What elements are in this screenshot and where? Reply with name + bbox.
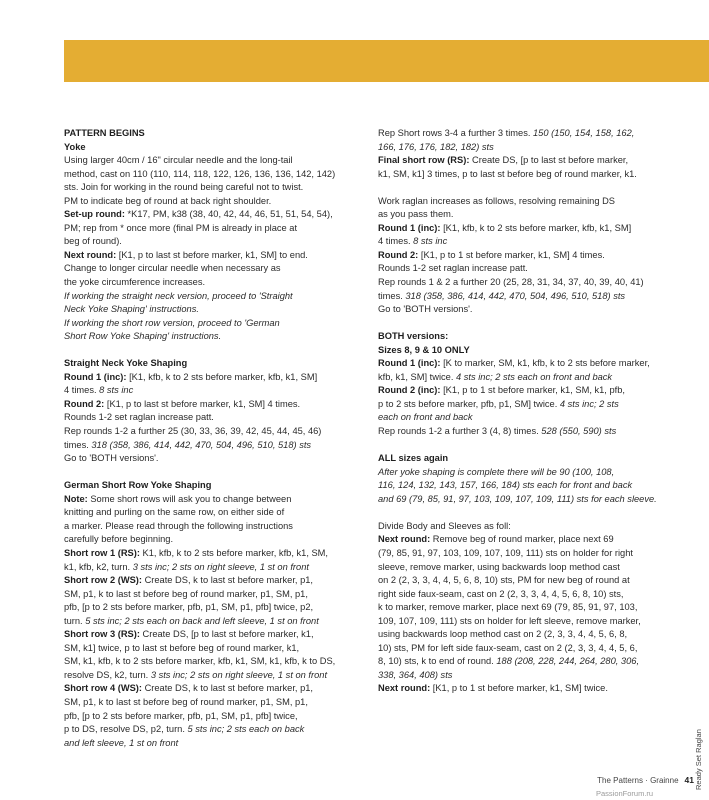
- text-run: SM, p1, k to last st before beg of round marker, p1, SM, p1,: [64, 588, 308, 599]
- text-line: [64, 168, 369, 182]
- text-run: Create DS, [p to last st before marker,: [469, 155, 629, 166]
- text-run: p to 2 sts before marker, pfb, p1, SM] twice.: [378, 398, 560, 409]
- text-line: [64, 506, 369, 520]
- text-run: beg of round).: [64, 236, 122, 247]
- text-line: [64, 737, 369, 751]
- text-run: 528 (550, 590) sts: [541, 426, 617, 437]
- paragraph-gap: [378, 439, 688, 453]
- text-run: times.: [378, 290, 406, 301]
- text-line: [378, 222, 688, 236]
- text-run: Short Row Yoke Shaping' instructions.: [64, 331, 222, 342]
- text-run: 8, 10) sts, k to end of round.: [378, 656, 497, 667]
- text-line: [378, 208, 688, 222]
- text-line: [64, 493, 369, 507]
- text-run: Set-up round:: [64, 209, 125, 220]
- text-run: 318 (358, 386, 414, 442, 470, 504, 496, 510, 518) sts: [91, 439, 312, 450]
- text-run: BOTH versions:: [378, 331, 449, 342]
- text-run: 4 sts inc; 2 sts: [559, 398, 619, 409]
- header-color-band: [64, 40, 709, 82]
- text-run: Work raglan increases as follows, resolving remaining DS: [378, 195, 615, 206]
- text-run: on 2 (2, 3, 3, 4, 4, 5, 6, 8, 10) sts, PM for new beg of round at: [378, 575, 630, 586]
- text-line: [378, 479, 688, 493]
- text-run: Next round:: [378, 534, 431, 545]
- text-line: [378, 493, 688, 507]
- text-run: Neck Yoke Shaping' instructions.: [64, 304, 199, 315]
- text-line: [64, 262, 369, 276]
- text-line: [64, 303, 369, 317]
- watermark: PassionForum.ru: [596, 789, 654, 798]
- text-run: Rep Short rows 3-4 a further 3 times.: [378, 128, 534, 138]
- text-run: Create DS, k to last st before marker, p1,: [141, 575, 314, 586]
- text-run: Final short row (RS):: [378, 155, 470, 166]
- text-line: [378, 615, 688, 629]
- text-line: [378, 520, 688, 534]
- text-run: Round 1 (inc):: [378, 358, 441, 369]
- text-run: Rounds 1-2 set raglan increase patt.: [378, 263, 528, 274]
- text-line: [64, 425, 369, 439]
- text-run: k1, SM, k1] 3 times, p to last st before beg of round marker, k1.: [378, 168, 637, 179]
- text-line: [378, 574, 688, 588]
- text-line: [64, 452, 369, 466]
- text-line: [378, 303, 688, 317]
- footer-section: The Patterns · Grainne: [597, 776, 679, 785]
- side-running-title: Ready Set Raglan: [694, 729, 703, 790]
- text-run: Remove beg of round marker, place next 69: [430, 534, 614, 545]
- text-line: [378, 127, 688, 141]
- text-line: [64, 208, 369, 222]
- text-run: Divide Body and Sleeves as foll:: [378, 520, 511, 531]
- text-line: [378, 682, 688, 696]
- text-run: 5 sts inc; 2 sts each on back: [187, 724, 305, 735]
- text-run: K1, kfb, k to 2 sts before marker, kfb, k1, SM,: [139, 547, 329, 558]
- text-run: Round 1 (inc):: [378, 222, 441, 233]
- text-line: [378, 642, 688, 656]
- text-run: each on front and back: [378, 412, 473, 423]
- text-run: 3 sts inc; 2 sts on right sleeve, 1 st on front: [132, 561, 309, 572]
- text-run: [K1, kfb, k to 2 sts before marker, kfb, k1, SM]: [126, 371, 318, 382]
- text-run: 4 times.: [378, 236, 414, 247]
- text-run: right side faux-seam, cast on 2 (2, 3, 3, 4, 4, 5, 6, 8, 10) sts,: [378, 588, 624, 599]
- text-line: [64, 547, 369, 561]
- text-run: 8 sts inc: [413, 236, 448, 247]
- text-line: [378, 357, 688, 371]
- text-run: a marker. Please read through the following instructions: [64, 520, 293, 531]
- text-line: [378, 601, 688, 615]
- text-run: as you pass them.: [378, 209, 454, 220]
- text-line: [64, 642, 369, 656]
- section-heading: [378, 330, 688, 344]
- text-run: PM; rep from * once more (final PM is already in place at: [64, 222, 298, 233]
- text-run: Short row 3 (RS):: [64, 629, 140, 640]
- section-heading: [64, 141, 369, 155]
- text-run: [K1, p to 1 st before marker, k1, SM, k1, pfb,: [440, 385, 625, 396]
- text-line: [378, 195, 688, 209]
- text-run: Rep rounds 1 & 2 a further 20 (25, 28, 31, 34, 37, 40, 39, 40, 41): [378, 277, 644, 288]
- text-run: k1, kfb, k2, turn.: [64, 561, 133, 572]
- text-line: [378, 249, 688, 263]
- text-line: [64, 222, 369, 236]
- text-line: [64, 290, 369, 304]
- text-run: German Short Row Yoke Shaping: [64, 480, 212, 491]
- text-line: [378, 276, 688, 290]
- text-run: Next round:: [378, 683, 431, 694]
- text-run: Create DS, k to last st before marker, p1,: [141, 683, 314, 694]
- text-line: [64, 696, 369, 710]
- text-line: [64, 669, 369, 683]
- text-run: Go to 'BOTH versions'.: [378, 304, 473, 315]
- text-run: pfb, [p to 2 sts before marker, pfb, p1, SM, p1, pfb] twice, p2,: [64, 602, 314, 613]
- text-run: Rep rounds 1-2 a further 3 (4, 8) times.: [378, 426, 542, 437]
- text-run: SM, p1, k to last st before beg of round marker, p1, SM, p1,: [64, 696, 308, 707]
- text-run: and 69 (79, 85, 91, 97, 103, 109, 107, 109, 111) sts for each sleeve.: [378, 493, 657, 504]
- text-run: turn.: [64, 615, 86, 626]
- text-run: 5 sts inc; 2 sts each on back and left sleeve, 1 st on front: [85, 615, 319, 626]
- text-run: If working the short row version, proceed to 'German: [64, 317, 280, 328]
- text-line: [378, 371, 688, 385]
- text-run: Round 1 (inc):: [64, 371, 127, 382]
- text-run: resolve DS, k2, turn.: [64, 669, 151, 680]
- text-run: Note:: [64, 493, 88, 504]
- text-line: [64, 628, 369, 642]
- text-line: [378, 533, 688, 547]
- text-run: Short row 4 (WS):: [64, 683, 142, 694]
- text-run: 4 sts inc; 2 sts each on front and back: [456, 371, 613, 382]
- text-line: [64, 561, 369, 575]
- text-line: [64, 384, 369, 398]
- text-run: 150 (150, 154, 158, 162,: [533, 128, 635, 138]
- text-run: knitting and purling on the same row, on either side of: [64, 507, 285, 518]
- text-line: [378, 655, 688, 669]
- text-run: Short row 1 (RS):: [64, 547, 140, 558]
- text-run: method, cast on 110 (110, 114, 118, 122, 126, 136, 136, 142, 142): [64, 168, 336, 179]
- text-run: 3 sts inc; 2 sts on right sleeve, 1 st on front: [150, 669, 328, 680]
- text-run: 116, 124, 132, 143, 157, 166, 184) sts each for front and back: [378, 480, 633, 491]
- text-run: sts. Join for working in the round being careful not to twist.: [64, 182, 304, 193]
- text-run: After yoke shaping is complete there will be 90 (100, 108,: [378, 466, 615, 477]
- text-run: Some short rows will ask you to change between: [87, 493, 292, 504]
- text-run: [K1, p to 1 st before marker, k1, SM] 4 times.: [418, 249, 605, 260]
- paragraph-gap: [378, 317, 688, 331]
- text-run: pfb, [p to 2 sts before marker, pfb, p1, SM, p1, pfb] twice,: [64, 710, 298, 721]
- text-run: 109, 107, 109, 111) sts on holder for left sleeve, remove marker,: [378, 615, 641, 626]
- text-run: Straight Neck Yoke Shaping: [64, 358, 188, 369]
- text-run: Round 2:: [64, 398, 105, 409]
- text-run: [K1, p to last st before marker, k1, SM] 4 times.: [104, 398, 301, 409]
- text-line: [64, 276, 369, 290]
- text-run: Sizes 8, 9 & 10 ONLY: [378, 344, 470, 355]
- text-line: [64, 181, 369, 195]
- text-run: PM to indicate beg of round at back right shoulder.: [64, 195, 272, 206]
- text-run: [K1, kfb, k to 2 sts before marker, kfb, k1, SM]: [440, 222, 632, 233]
- text-line: [64, 723, 369, 737]
- right-column: [378, 127, 688, 696]
- text-run: Round 2 (inc):: [378, 385, 441, 396]
- text-line: [378, 425, 688, 439]
- text-line: [378, 411, 688, 425]
- text-line: [64, 682, 369, 696]
- text-run: 8 sts inc: [99, 385, 134, 396]
- text-run: carefully before beginning.: [64, 534, 174, 545]
- text-run: Short row 2 (WS):: [64, 575, 142, 586]
- text-run: and left sleeve, 1 st on front: [64, 737, 179, 748]
- text-run: Change to longer circular needle when necessary as: [64, 263, 281, 274]
- text-run: 4 times.: [64, 385, 100, 396]
- text-line: [378, 561, 688, 575]
- text-run: SM, k1] twice, p to last st before beg of round marker, k1,: [64, 642, 300, 653]
- text-run: Round 2:: [378, 249, 419, 260]
- text-line: [64, 533, 369, 547]
- text-line: [378, 398, 688, 412]
- text-run: the yoke circumference increases.: [64, 277, 206, 288]
- text-line: [378, 628, 688, 642]
- text-line: [64, 655, 369, 669]
- text-line: [64, 398, 369, 412]
- text-line: [378, 466, 688, 480]
- left-column: [64, 127, 369, 750]
- text-run: 10) sts, PM for left side faux-seam, cast on 2 (2, 3, 3, 4, 4, 5, 6,: [378, 642, 638, 653]
- text-run: SM, k1, kfb, k to 2 sts before marker, kfb, k1, SM, k1, kfb, k to DS,: [64, 656, 336, 667]
- text-line: [378, 547, 688, 561]
- text-run: If working the straight neck version, proceed to 'Straight: [64, 290, 293, 301]
- text-line: [64, 520, 369, 534]
- text-line: [378, 669, 688, 683]
- text-run: Next round:: [64, 249, 117, 260]
- text-line: [64, 574, 369, 588]
- text-line: [64, 601, 369, 615]
- text-run: Go to 'BOTH versions'.: [64, 453, 159, 464]
- text-run: Rep rounds 1-2 a further 25 (30, 33, 36, 39, 42, 45, 44, 45, 46): [64, 426, 322, 437]
- text-line: [378, 262, 688, 276]
- text-run: k to marker, remove marker, place next 69 (79, 85, 91, 97, 103,: [378, 602, 638, 613]
- text-run: 166, 176, 176, 182, 182) sts: [378, 141, 494, 152]
- text-line: [64, 330, 369, 344]
- paragraph-gap: [64, 466, 369, 480]
- text-run: PATTERN BEGINS: [64, 128, 145, 138]
- text-line: [64, 371, 369, 385]
- page-footer: [470, 775, 694, 785]
- text-run: kfb, k1, SM] twice.: [378, 371, 457, 382]
- text-run: ALL sizes again: [378, 453, 449, 464]
- text-run: [K1, p to last st before marker, k1, SM] to end.: [116, 249, 308, 260]
- section-heading: [64, 479, 369, 493]
- text-line: [378, 168, 688, 182]
- text-run: 318 (358, 386, 414, 442, 470, 504, 496, 510, 518) sts: [405, 290, 626, 301]
- text-run: Yoke: [64, 141, 86, 152]
- text-run: sleeve, remove marker, using backwards loop method cast: [378, 561, 620, 572]
- text-run: 188 (208, 228, 244, 264, 280, 306,: [496, 656, 640, 667]
- text-line: [64, 317, 369, 331]
- text-line: [64, 235, 369, 249]
- text-line: [64, 411, 369, 425]
- section-heading: [64, 357, 369, 371]
- section-heading: [64, 127, 369, 141]
- text-run: Create DS, [p to last st before marker, k1,: [139, 629, 314, 640]
- text-line: [378, 588, 688, 602]
- text-line: [378, 235, 688, 249]
- text-run: *K17, PM, k38 (38, 40, 42, 44, 46, 51, 51, 54, 54),: [124, 209, 333, 220]
- page-number: 41: [684, 775, 694, 785]
- text-line: [64, 439, 369, 453]
- text-run: 338, 364, 408) sts: [378, 669, 453, 680]
- text-line: [64, 154, 369, 168]
- text-run: times.: [64, 439, 92, 450]
- text-run: (79, 85, 91, 97, 103, 109, 107, 109, 111) sts on holder for right: [378, 547, 633, 558]
- text-line: [64, 249, 369, 263]
- text-run: [K to marker, SM, k1, kfb, k to 2 sts before marker,: [440, 358, 650, 369]
- text-line: [64, 710, 369, 724]
- text-run: using backwards loop method cast on 2 (2, 3, 3, 4, 4, 5, 6, 8,: [378, 629, 628, 640]
- text-line: [378, 154, 688, 168]
- paragraph-gap: [378, 181, 688, 195]
- text-line: [378, 290, 688, 304]
- text-run: p to DS, resolve DS, p2, turn.: [64, 724, 188, 735]
- paragraph-gap: [378, 506, 688, 520]
- text-line: [64, 615, 369, 629]
- text-run: [K1, p to 1 st before marker, k1, SM] twice.: [430, 683, 608, 694]
- text-line: [378, 384, 688, 398]
- text-line: [378, 141, 688, 155]
- text-line: [64, 588, 369, 602]
- text-line: [64, 195, 369, 209]
- section-heading: [378, 452, 688, 466]
- text-run: Using larger 40cm / 16" circular needle and the long-tail: [64, 155, 293, 166]
- section-heading: [378, 344, 688, 358]
- paragraph-gap: [64, 344, 369, 358]
- text-run: Rounds 1-2 set raglan increase patt.: [64, 412, 214, 423]
